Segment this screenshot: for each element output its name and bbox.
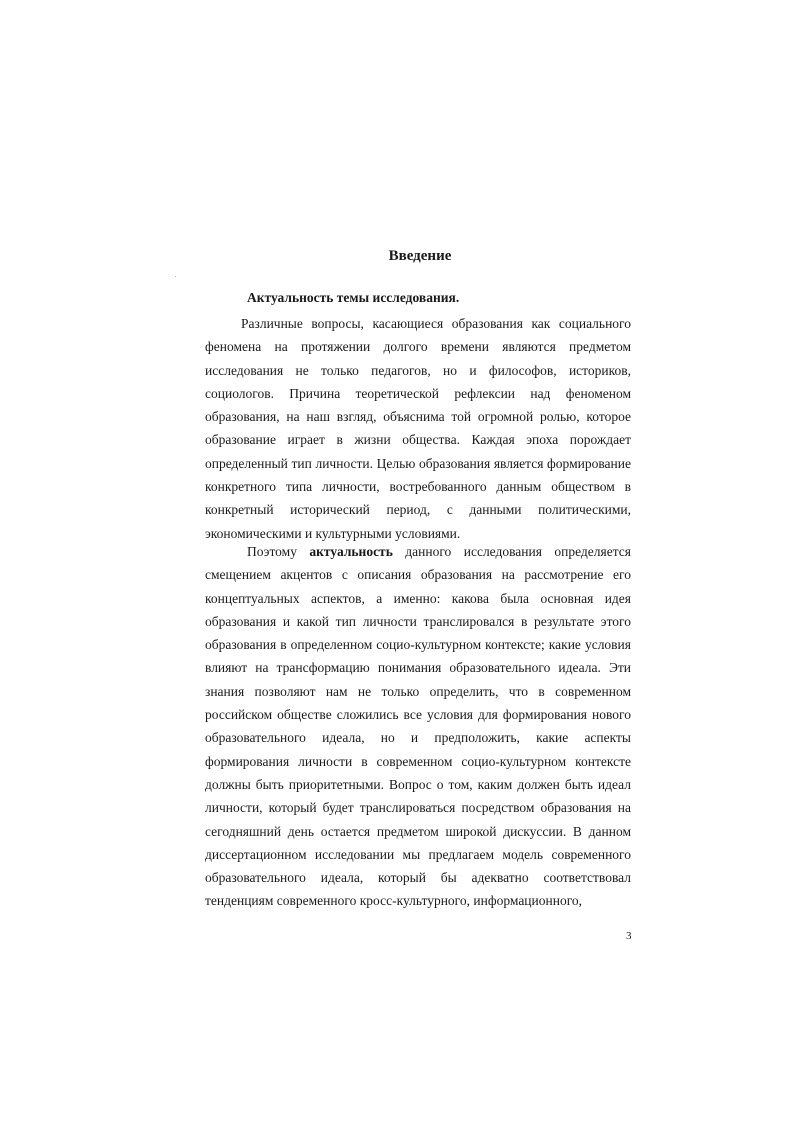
emphasis-term: актуальность [309, 544, 393, 559]
paragraph-relevance-intro: Различные вопросы, касающиеся образования как социального феномена на протяжении долгого времени являются предметом исследования не только педагогов, но и философов, историков, социологов. Причина теоретической рефлексии над феноменом образования, на наш взгляд, объяснима той огромной ролью, которое образование играет в жизни общества. Каждая эпоха порождает определенный тип личности. Целью образования является формирование конкретного типа личности, востребованного данным обществом в конкретный исторический период, с данными политическими, экономическими и культурными условиями. [205, 316, 631, 541]
scan-artifact [175, 276, 176, 277]
paragraph-text-start: Поэтому [247, 544, 310, 559]
page-number: 3 [626, 930, 632, 942]
subsection-heading: Актуальность темы исследования. [247, 290, 460, 305]
paragraph-text-rest: данного исследования определяется смещением акцентов с описания образования на рассмотрение его концептуальных аспектов, а именно: какова была основная идея образования и какой тип личности транслировался в результате этого образования в определенном социо-культурном контексте; какие условия влияют на трансформацию понимания образовательного идеала. Эти знания позволяют нам не только определить, что в современном российском обществе сложились все условия для формирования нового образовательного идеала, но и предположить, какие аспекты формирования личности в современном социо-культурном контексте должны быть приоритетными. Вопрос о том, каким должен быть идеал личности, который будет транслироваться посредством образования на сегодняшний день остается предметом широкой дискуссии. В данном диссертационном исследовании мы предлагаем модель современного образовательного идеала, который бы адекватно соответствовал тенденциям современного кросс-культурного, информационного, [205, 544, 631, 909]
paragraph-relevance-main [205, 540, 631, 913]
section-title: Введение [388, 248, 452, 264]
